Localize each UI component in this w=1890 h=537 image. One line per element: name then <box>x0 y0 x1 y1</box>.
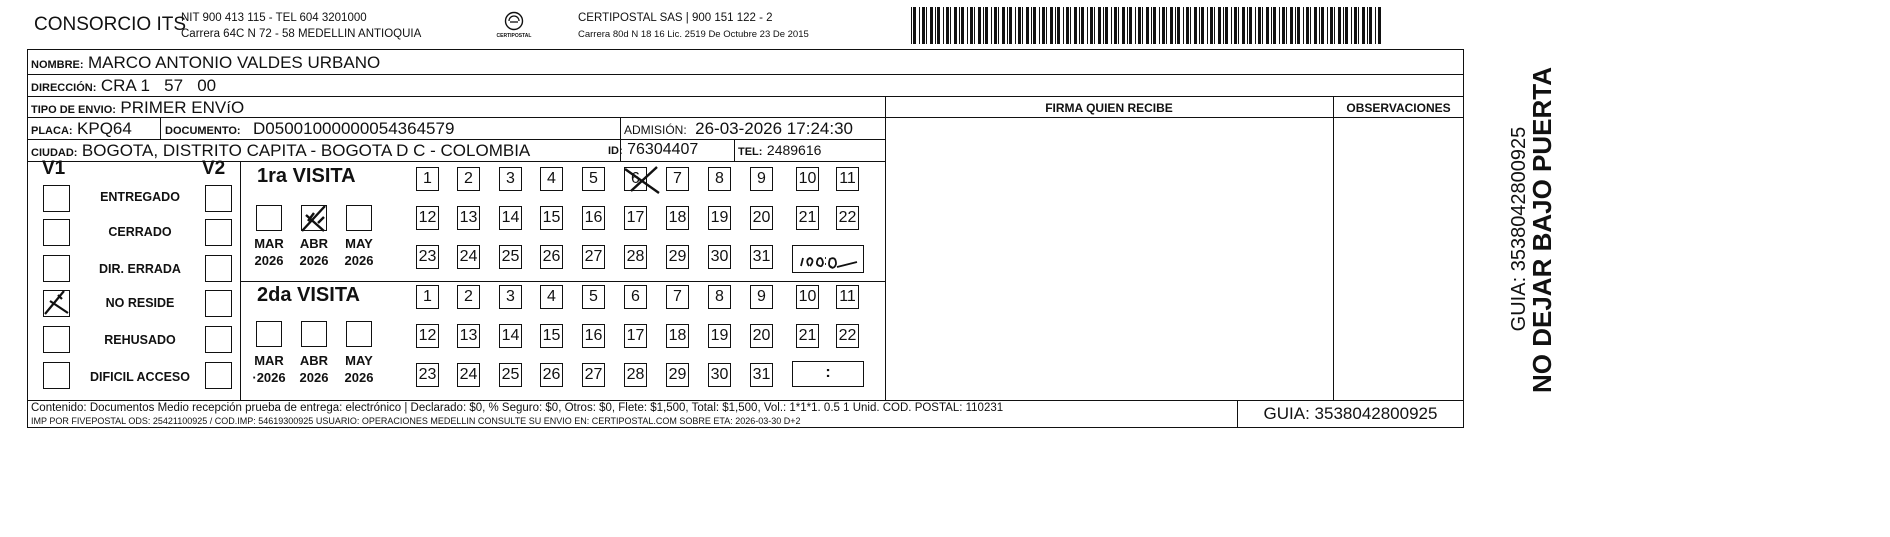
status-rehusado: REHUSADO <box>104 333 176 347</box>
first-visit-month-mar: MAR <box>254 236 284 251</box>
tel-field <box>738 142 821 160</box>
certipostal-logo-text: CERTIPOSTAL <box>496 33 532 39</box>
second-visit-day-13[interactable]: 13 <box>457 324 480 348</box>
observations-header: OBSERVACIONES <box>1346 101 1451 115</box>
second-visit-month-abr: ABR <box>299 353 329 368</box>
first-visit-year-may: 2026 <box>344 253 374 268</box>
second-visit-day-1[interactable]: 1 <box>416 285 439 309</box>
status-dificil-acceso: DIFICIL ACCESO <box>89 370 190 384</box>
second-visit-day-2[interactable]: 2 <box>457 285 480 309</box>
second-visit-title: 2da VISITA <box>257 284 360 306</box>
city-field <box>31 141 530 161</box>
v2-checkbox-rehusado[interactable] <box>205 326 232 353</box>
divider <box>27 161 885 162</box>
second-visit-day-17[interactable]: 17 <box>624 324 647 348</box>
second-visit-day-7[interactable]: 7 <box>666 285 689 309</box>
company-info-line1: NIT 900 413 115 - TEL 604 3201000 <box>181 12 367 24</box>
tel-number: 2489616 <box>766 142 822 158</box>
second-visit-month-abr-checkbox[interactable] <box>301 321 327 347</box>
first-visit-day-19[interactable]: 19 <box>708 206 731 230</box>
second-visit-time-placeholder: : <box>825 364 831 381</box>
first-visit-day-31[interactable]: 31 <box>750 245 773 269</box>
second-visit-day-23[interactable]: 23 <box>416 363 439 387</box>
second-visit-day-22[interactable]: 22 <box>836 324 859 348</box>
certipostal-logo <box>493 10 535 44</box>
second-visit-year-may: 2026 <box>344 370 374 385</box>
footer-guia: GUIA: 3538042800925 <box>1263 404 1438 423</box>
status-dir-errada: DIR. ERRADA <box>99 262 181 276</box>
divider <box>27 400 1464 401</box>
first-visit-day-1[interactable]: 1 <box>416 167 439 191</box>
divider <box>885 96 886 400</box>
recipient-name: MARCO ANTONIO VALDES URBANO <box>88 53 381 72</box>
plate-label: PLACA: <box>31 125 73 137</box>
side-guia: GUIA: 3538042800925 <box>1508 126 1530 332</box>
first-visit-day-27[interactable]: 27 <box>582 245 605 269</box>
courier-info-line1: CERTIPOSTAL SAS | 900 151 122 - 2 <box>578 12 773 24</box>
second-visit-month-mar-checkbox[interactable] <box>256 321 282 347</box>
side-warning: NO DEJAR BAJO PUERTA <box>1527 66 1557 393</box>
barcode <box>911 7 1381 44</box>
second-visit-year-abr: 2026 <box>299 370 329 385</box>
admission-datetime: 26-03-2026 17:24:30 <box>695 119 853 138</box>
second-visit-day-9[interactable]: 9 <box>750 285 773 309</box>
address-row <box>31 76 216 96</box>
first-visit-day-3[interactable]: 3 <box>499 167 522 191</box>
status-cerrado: CERRADO <box>108 225 172 239</box>
second-visit-day-16[interactable]: 16 <box>582 324 605 348</box>
first-visit-day-15[interactable]: 15 <box>540 206 563 230</box>
first-visit-day-25[interactable]: 25 <box>499 245 522 269</box>
first-visit-day-17[interactable]: 17 <box>624 206 647 230</box>
second-visit-day-18[interactable]: 18 <box>666 324 689 348</box>
first-visit-day-5[interactable]: 5 <box>582 167 605 191</box>
signature-header: FIRMA QUIEN RECIBE <box>1045 101 1173 115</box>
second-visit-month-may: MAY <box>345 353 373 368</box>
first-visit-title: 1ra VISITA <box>257 165 356 187</box>
second-visit-day-19[interactable]: 19 <box>708 324 731 348</box>
first-visit-day-14[interactable]: 14 <box>499 206 522 230</box>
second-visit-time-box[interactable] <box>792 361 864 387</box>
admission-label: ADMISIÓN: <box>624 123 687 137</box>
first-visit-day-30[interactable]: 30 <box>708 245 731 269</box>
first-visit-month-may: MAY <box>345 236 373 251</box>
first-visit-day-11[interactable]: 11 <box>836 167 859 191</box>
second-visit-day-28[interactable]: 28 <box>624 363 647 387</box>
v2-checkbox-entregado[interactable] <box>205 185 232 212</box>
first-visit-day-23[interactable]: 23 <box>416 245 439 269</box>
second-visit-month-mar: MAR <box>254 353 284 368</box>
second-visit-day-4[interactable]: 4 <box>540 285 563 309</box>
second-visit-day-27[interactable]: 27 <box>582 363 605 387</box>
name-row <box>31 53 380 73</box>
divider <box>27 96 1464 97</box>
document-label: DOCUMENTO: <box>165 125 241 137</box>
divider <box>240 281 885 282</box>
second-visit-day-30[interactable]: 30 <box>708 363 731 387</box>
second-visit-day-5[interactable]: 5 <box>582 285 605 309</box>
v2-checkbox-no-reside[interactable] <box>205 290 232 317</box>
address-label: DIRECCIÓN: <box>31 82 97 94</box>
divider <box>27 74 1464 75</box>
first-visit-day-29[interactable]: 29 <box>666 245 689 269</box>
first-visit-month-may-checkbox[interactable] <box>346 205 372 231</box>
send-type-label: TIPO DE ENVIO: <box>31 104 116 116</box>
first-visit-day-28[interactable]: 28 <box>624 245 647 269</box>
first-visit-day-6[interactable]: 6 <box>624 167 647 191</box>
second-visit-day-12[interactable]: 12 <box>416 324 439 348</box>
second-visit-day-20[interactable]: 20 <box>750 324 773 348</box>
second-visit-day-3[interactable]: 3 <box>499 285 522 309</box>
first-visit-day-24[interactable]: 24 <box>457 245 480 269</box>
second-visit-day-11[interactable]: 11 <box>836 285 859 309</box>
first-visit-month-abr: ABR <box>299 236 329 251</box>
first-visit-time-box[interactable] <box>792 245 864 273</box>
first-visit-day-22[interactable]: 22 <box>836 206 859 230</box>
second-visit-day-14[interactable]: 14 <box>499 324 522 348</box>
document-number: D05001000000054364579 <box>253 119 455 138</box>
id-label: ID: <box>608 145 623 157</box>
status-entregado: ENTREGADO <box>100 190 180 204</box>
city: BOGOTA, DISTRITO CAPITA - BOGOTA D C - COLOMBIA <box>81 141 531 160</box>
first-visit-day-2[interactable]: 2 <box>457 167 480 191</box>
id-field <box>608 141 698 159</box>
first-visit-day-4[interactable]: 4 <box>540 167 563 191</box>
first-visit-month-mar-checkbox[interactable] <box>256 205 282 231</box>
second-visit-day-24[interactable]: 24 <box>457 363 480 387</box>
divider <box>240 161 241 400</box>
content-line: Contenido: Documentos Medio recepción prueba de entrega: electrónico | Declarado: $0, % Seguro: $0, Otros: $0, Flete: $1,500, Total: $1,500, Vol.: 1*1*1. 0.5 1 Unid. COD. POSTAL: 110231 <box>31 402 1004 414</box>
status-no-reside: NO RESIDE <box>105 296 175 310</box>
recipient-address: CRA 1 57 00 <box>100 76 217 95</box>
second-visit-month-may-checkbox[interactable] <box>346 321 372 347</box>
first-visit-day-26[interactable]: 26 <box>540 245 563 269</box>
v2-heading: V2 <box>202 158 226 179</box>
second-visit-day-6[interactable]: 6 <box>624 285 647 309</box>
check-mark-icon <box>300 203 330 233</box>
first-visit-day-18[interactable]: 18 <box>666 206 689 230</box>
first-visit-day-8[interactable]: 8 <box>708 167 731 191</box>
first-visit-year-abr: 2026 <box>299 253 329 268</box>
document-field <box>165 119 454 139</box>
second-visit-day-15[interactable]: 15 <box>540 324 563 348</box>
plate: KPQ64 <box>77 119 132 138</box>
second-visit-day-10[interactable]: 10 <box>796 285 819 309</box>
imp-line: IMP POR FIVEPOSTAL ODS: 25421100925 / COD.IMP: 54619300925 USUARIO: OPERACIONES MEDELLIN CONSULTE SU ENVIO EN: CERTIPOSTAL.COM SOBRE ETA: 2026-03-30 D+2 <box>31 416 801 426</box>
plate-field <box>31 119 132 139</box>
second-visit-year-mar: ·2026 <box>252 370 286 385</box>
first-visit-day-9[interactable]: 9 <box>750 167 773 191</box>
first-visit-day-7[interactable]: 7 <box>666 167 689 191</box>
divider <box>734 139 735 161</box>
v2-checkbox-dir-errada[interactable] <box>205 255 232 282</box>
divider <box>27 139 885 140</box>
divider <box>160 117 161 139</box>
company-name: CONSORCIO ITS <box>34 14 187 35</box>
send-type-row <box>31 98 244 118</box>
v2-checkbox-dificil-acceso[interactable] <box>205 362 232 389</box>
v2-checkbox-cerrado[interactable] <box>205 219 232 246</box>
divider <box>1333 96 1334 400</box>
first-visit-day-16[interactable]: 16 <box>582 206 605 230</box>
second-visit-day-31[interactable]: 31 <box>750 363 773 387</box>
first-visit-day-20[interactable]: 20 <box>750 206 773 230</box>
name-label: NOMBRE: <box>31 59 84 71</box>
tel-label: TEL: <box>738 146 763 158</box>
second-visit-day-21[interactable]: 21 <box>796 324 819 348</box>
second-visit-day-8[interactable]: 8 <box>708 285 731 309</box>
company-info-line2: Carrera 64C N 72 - 58 MEDELLIN ANTIOQUIA <box>181 28 422 40</box>
first-visit-day-12[interactable]: 12 <box>416 206 439 230</box>
first-visit-day-21[interactable]: 21 <box>796 206 819 230</box>
first-visit-month-abr-checkbox[interactable] <box>301 205 327 231</box>
second-visit-day-29[interactable]: 29 <box>666 363 689 387</box>
courier-info-line2: Carrera 80d N 18 16 Lic. 2519 De Octubre 23 De 2015 <box>578 29 809 40</box>
admission-field <box>624 119 853 139</box>
id-number: 76304407 <box>627 141 699 158</box>
first-visit-day-10[interactable]: 10 <box>796 167 819 191</box>
first-visit-year-mar: 2026 <box>254 253 284 268</box>
v1-heading: V1 <box>42 158 66 179</box>
handwritten-time-icon <box>793 246 861 272</box>
second-visit-day-25[interactable]: 25 <box>499 363 522 387</box>
check-mark-icon <box>623 165 663 195</box>
second-visit-day-26[interactable]: 26 <box>540 363 563 387</box>
city-label: CIUDAD: <box>31 147 78 159</box>
first-visit-day-13[interactable]: 13 <box>457 206 480 230</box>
send-type: PRIMER ENVíO <box>120 98 245 117</box>
